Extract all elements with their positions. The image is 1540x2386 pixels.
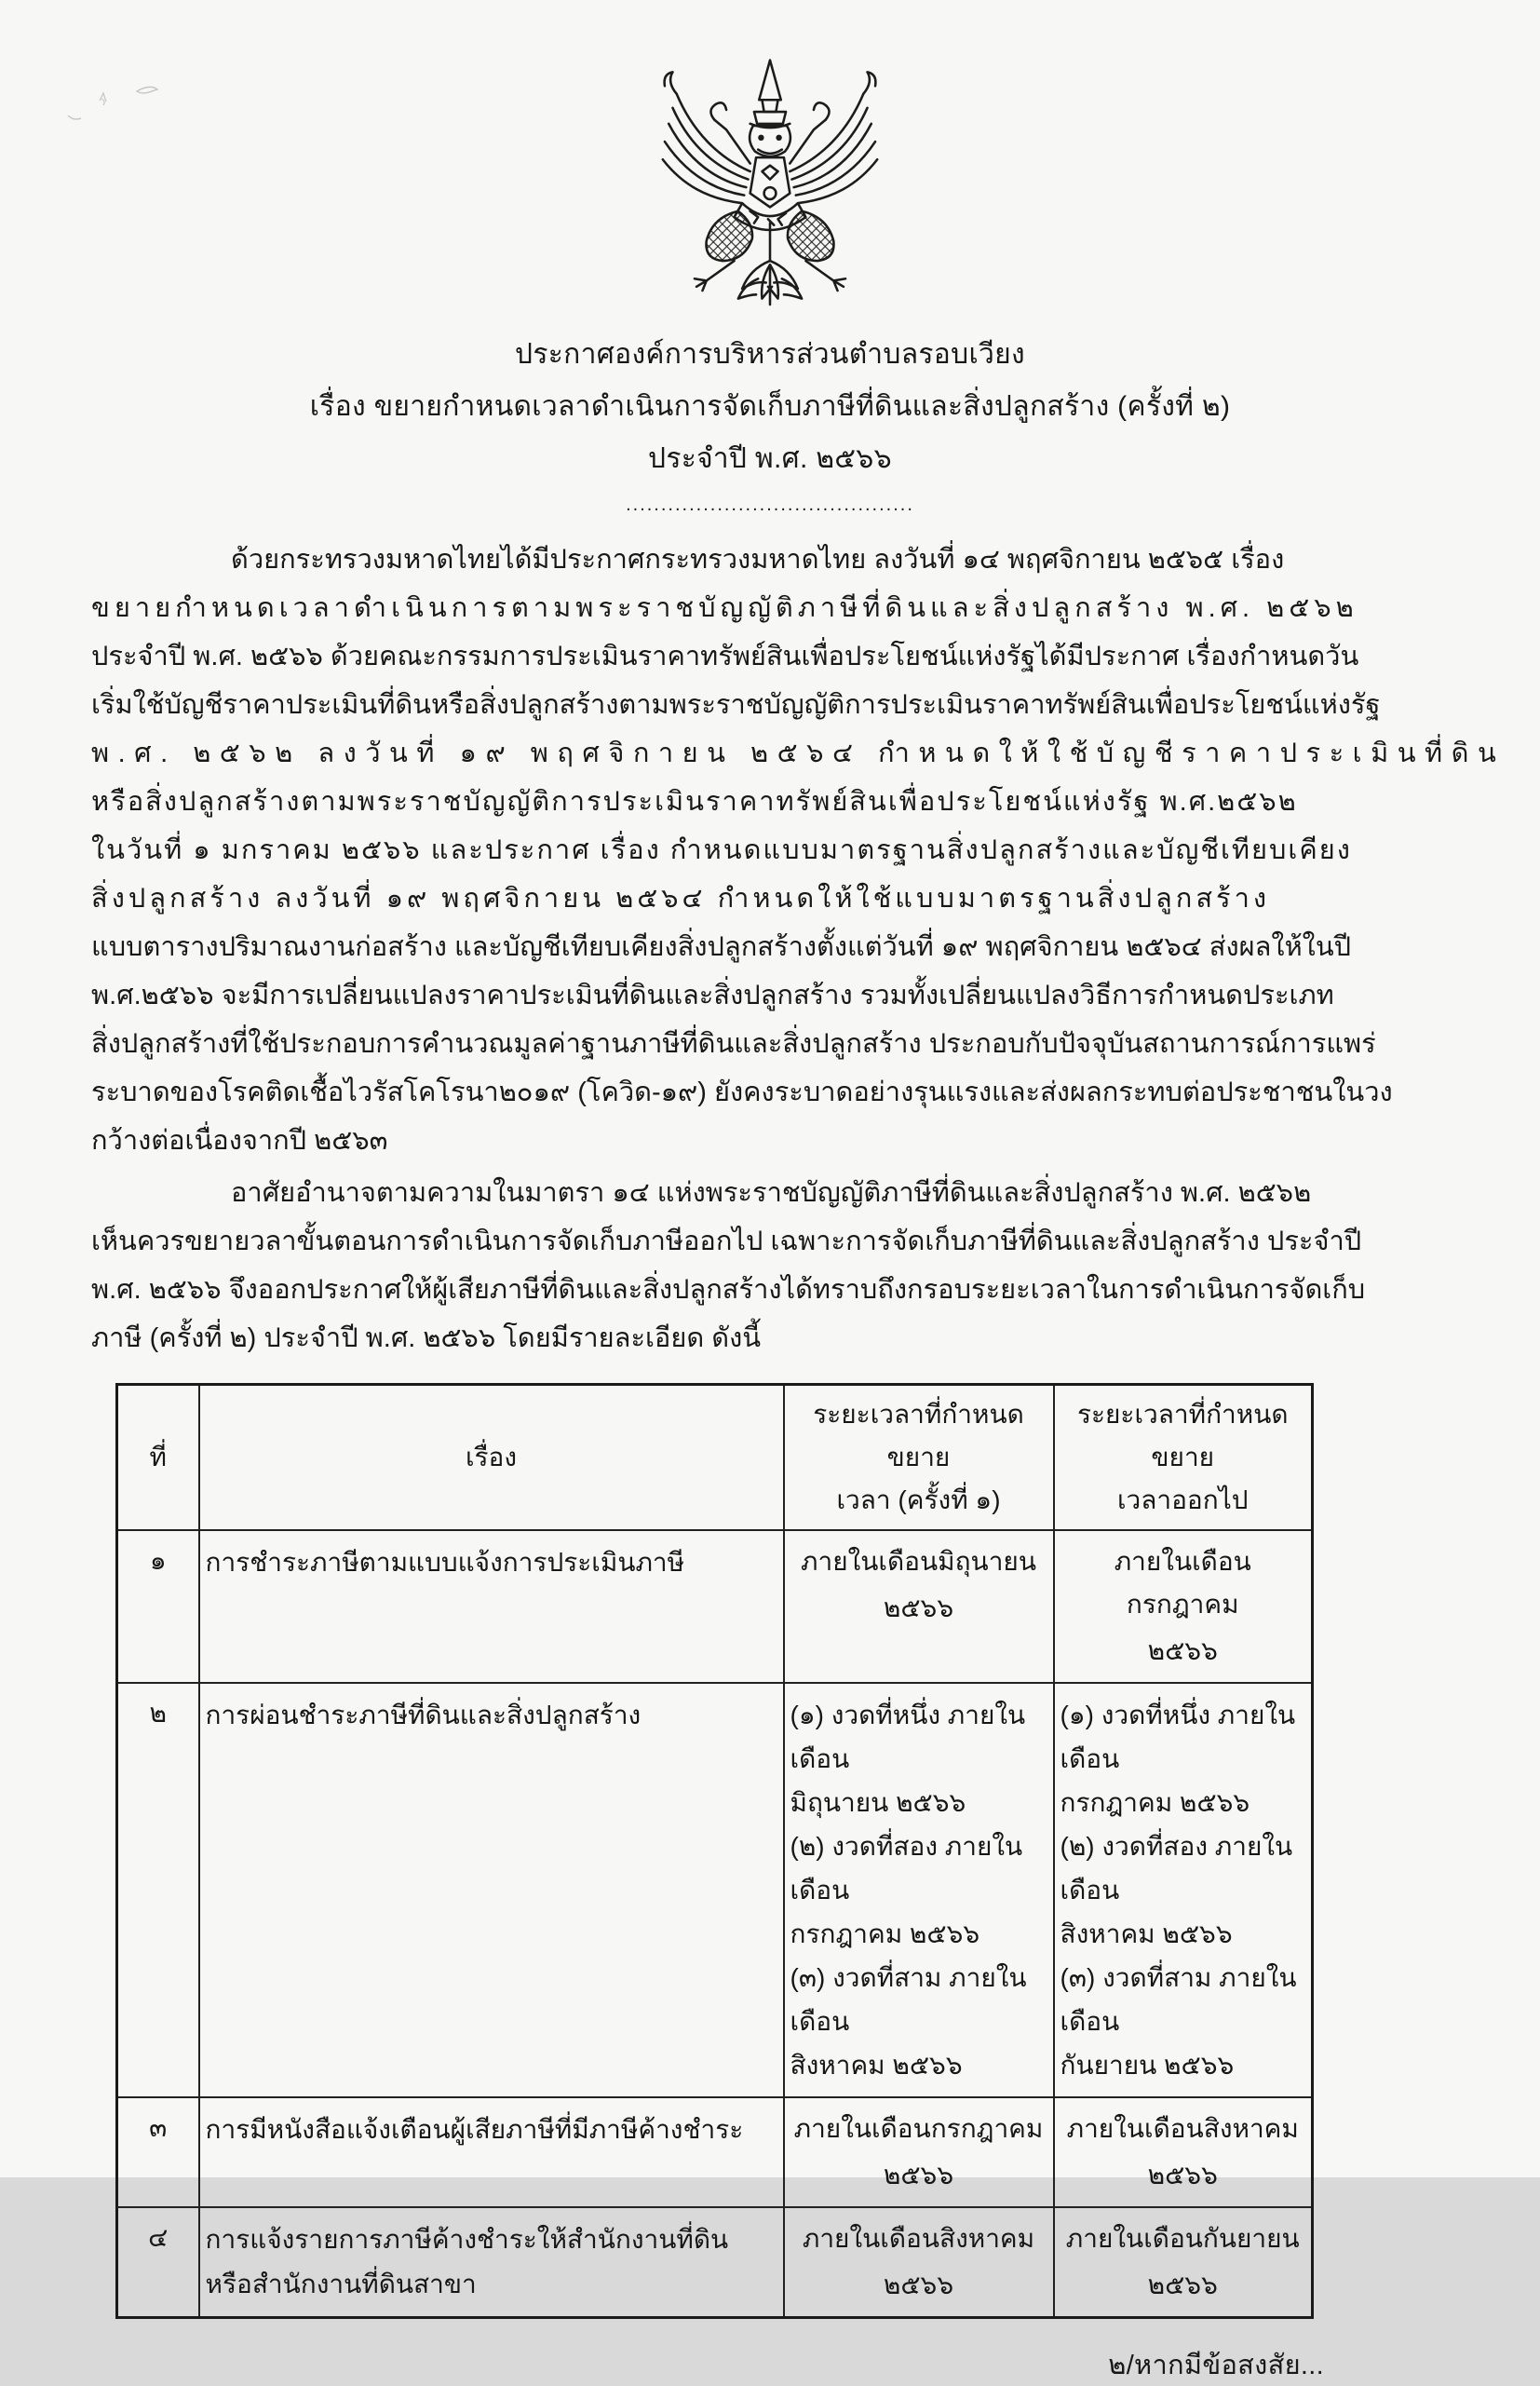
row-number: ๒: [117, 1683, 199, 2097]
pencil-marks-icon: [51, 75, 172, 130]
body-line: ในวันที่ ๑ มกราคม ๒๕๖๖ และประกาศ เรื่อง กำหนดแบบมาตรฐานสิ่งปลูกสร้างและบัญชีเทียบเคียง: [91, 835, 1352, 865]
body-line: สิ่งปลูกสร้างที่ใช้ประกอบการคำนวณมูลค่าฐานภาษีที่ดินและสิ่งปลูกสร้าง ประกอบกับปัจจุบันสถานการณ์การแพร่: [91, 1029, 1376, 1059]
row-number: ๑: [117, 1530, 199, 1683]
body-line: พ.ศ. ๒๕๖๒ ลงวันที่ ๑๙ พฤศจิกายน ๒๕๖๔ กำหนดให้ใช้บัญชีราคาประเมินที่ดิน: [91, 739, 1506, 768]
row-ext2: ภายในเดือนกรกฎาคม ๒๕๖๖: [1054, 1530, 1313, 1683]
table-row: [117, 2207, 1313, 2318]
row-ext1: ภายในเดือนมิถุนายน ๒๕๖๖: [784, 1530, 1054, 1683]
tax-schedule-table: [115, 1383, 1314, 2319]
body-line: ภาษี (ครั้งที่ ๒) ประจำปี พ.ศ. ๒๕๖๖ โดยมีรายละเอียด ดังนี้: [91, 1323, 762, 1353]
row-ext1: ภายในเดือนกรกฎาคม ๒๕๖๖: [784, 2097, 1054, 2207]
body-line: หรือสิ่งปลูกสร้างตามพระราชบัญญัติการประเมินราคาทรัพย์สินเพื่อประโยชน์แห่งรัฐ พ.ศ.๒๕๖๒: [91, 787, 1298, 817]
row-number: ๔: [117, 2207, 199, 2318]
row-subject: การมีหนังสือแจ้งเตือนผู้เสียภาษีที่มีภาษีค้างชำระ: [199, 2097, 784, 2207]
garuda-emblem-icon: [651, 54, 889, 317]
header-ext1: ระยะเวลาที่กำหนดขยาย เวลา (ครั้งที่ ๑): [784, 1385, 1054, 1531]
subject-title: เรื่อง ขยายกำหนดเวลาดำเนินการจัดเก็บภาษีที่ดินและสิ่งปลูกสร้าง (ครั้งที่ ๒): [309, 391, 1231, 422]
body-line: อาศัยอำนาจตามความในมาตรา ๑๔ แห่งพระราชบัญญัติภาษีที่ดินและสิ่งปลูกสร้าง พ.ศ. ๒๕๖๒: [231, 1178, 1312, 1208]
table-row: [117, 2097, 1313, 2207]
body-line: พ.ศ. ๒๕๖๖ จึงออกประกาศให้ผู้เสียภาษีที่ดินและสิ่งปลูกสร้างได้ทราบถึงกรอบระยะเวลาในการดำเนินการจัดเก็บ: [91, 1275, 1366, 1305]
header-no: ที่: [117, 1385, 199, 1531]
paragraph-2: [91, 1169, 1454, 1362]
paragraph-1: [91, 535, 1506, 1165]
body-line: เริ่มใช้บัญชีราคาประเมินที่ดินหรือสิ่งปลูกสร้างตามพระราชบัญญัติการประเมินราคาทรัพย์สินเพื่อประโยชน์แห่งรัฐ: [91, 690, 1381, 720]
body-line: ระบาดของโรคติดเชื้อไวรัสโคโรนา๒๐๑๙ (โควิด-๑๙) ยังคงระบาดอย่างรุนแรงและส่งผลกระทบต่อประชาชนในวง: [91, 1078, 1393, 1107]
row-subject: การชำระภาษีตามแบบแจ้งการประเมินภาษี: [199, 1530, 784, 1683]
emblem-container: [0, 0, 1540, 321]
dotted-separator: .........................................: [626, 495, 914, 515]
header-ext2: ระยะเวลาที่กำหนดขยาย เวลาออกไป: [1054, 1385, 1313, 1531]
table-header: [117, 1385, 1313, 1531]
body-line: เห็นควรขยายวลาขั้นตอนการดำเนินการจัดเก็บภาษีออกไป เฉพาะการจัดเก็บภาษีที่ดินและสิ่งปลูกสร้าง ประจำปี: [91, 1227, 1362, 1256]
row-number: ๓: [117, 2097, 199, 2207]
body-line: พ.ศ.๒๕๖๖ จะมีการเปลี่ยนแปลงราคาประเมินที่ดินและสิ่งปลูกสร้าง รวมทั้งเปลี่ยนแปลงวิธีการกำหนดประเภท: [91, 981, 1334, 1010]
row-subject: การแจ้งรายการภาษีค้างชำระให้สำนักงานที่ดิน หรือสำนักงานที่ดินสาขา: [199, 2207, 784, 2318]
document-title-block: [0, 329, 1540, 485]
row-ext2: ภายในเดือนสิงหาคม ๒๕๖๖: [1054, 2097, 1313, 2207]
header-subject: เรื่อง: [199, 1385, 784, 1531]
body-line: ประจำปี พ.ศ. ๒๕๖๖ ด้วยคณะกรรมการประเมินราคาทรัพย์สินเพื่อประโยชน์แห่งรัฐได้มีประกาศ เรื่องกำหนดวัน: [91, 642, 1359, 671]
row-ext1: (๑) งวดที่หนึ่ง ภายในเดือน มิถุนายน ๒๕๖๖ (๒) งวดที่สอง ภายในเดือน กรกฎาคม ๒๕๖๖ (๓) งวดที่สาม ภายในเดือน สิงหาคม ๒๕๖๖: [784, 1683, 1054, 2097]
fiscal-year-title: ประจำปี พ.ศ. ๒๕๖๖: [648, 443, 892, 474]
table-row: [117, 1530, 1313, 1683]
body-line: ขยายกำหนดเวลาดำเนินการตามพระราชบัญญัติภาษีที่ดินและสิ่งปลูกสร้าง พ.ศ. ๒๕๖๒: [91, 593, 1358, 623]
table-row: [117, 1683, 1313, 2097]
row-subject: การผ่อนชำระภาษีที่ดินและสิ่งปลูกสร้าง: [199, 1683, 784, 2097]
body-line: สิ่งปลูกสร้าง ลงวันที่ ๑๙ พฤศจิกายน ๒๕๖๔ กำหนดให้ใช้แบบมาตรฐานสิ่งปลูกสร้าง: [91, 884, 1271, 914]
body-line: ด้วยกระทรวงมหาดไทยได้มีประกาศกระทรวงมหาดไทย ลงวันที่ ๑๔ พฤศจิกายน ๒๕๖๕ เรื่อง: [231, 545, 1285, 575]
page-continuation-note: ๒/หากมีข้อสงสัย...: [1108, 2351, 1324, 2380]
document-body: [91, 535, 1506, 1362]
org-title: ประกาศองค์การบริหารส่วนตำบลรอบเวียง: [515, 339, 1025, 370]
row-ext2: (๑) งวดที่หนึ่ง ภายในเดือน กรกฎาคม ๒๕๖๖ (๒) งวดที่สอง ภายในเดือน สิงหาคม ๒๕๖๖ (๓) งวดที่สาม ภายในเดือน กันยายน ๒๕๖๖: [1054, 1683, 1313, 2097]
body-line: กว้างต่อเนื่องจากปี ๒๕๖๓: [91, 1126, 388, 1156]
row-ext2: ภายในเดือนกันยายน ๒๕๖๖: [1054, 2207, 1313, 2318]
body-line: แบบตารางปริมาณงานก่อสร้าง และบัญชีเทียบเคียงสิ่งปลูกสร้างตั้งแต่วันที่ ๑๙ พฤศจิกายน ๒๕๖๔ ส่งผลให้ในปี: [91, 932, 1352, 962]
row-ext1: ภายในเดือนสิงหาคม ๒๕๖๖: [784, 2207, 1054, 2318]
